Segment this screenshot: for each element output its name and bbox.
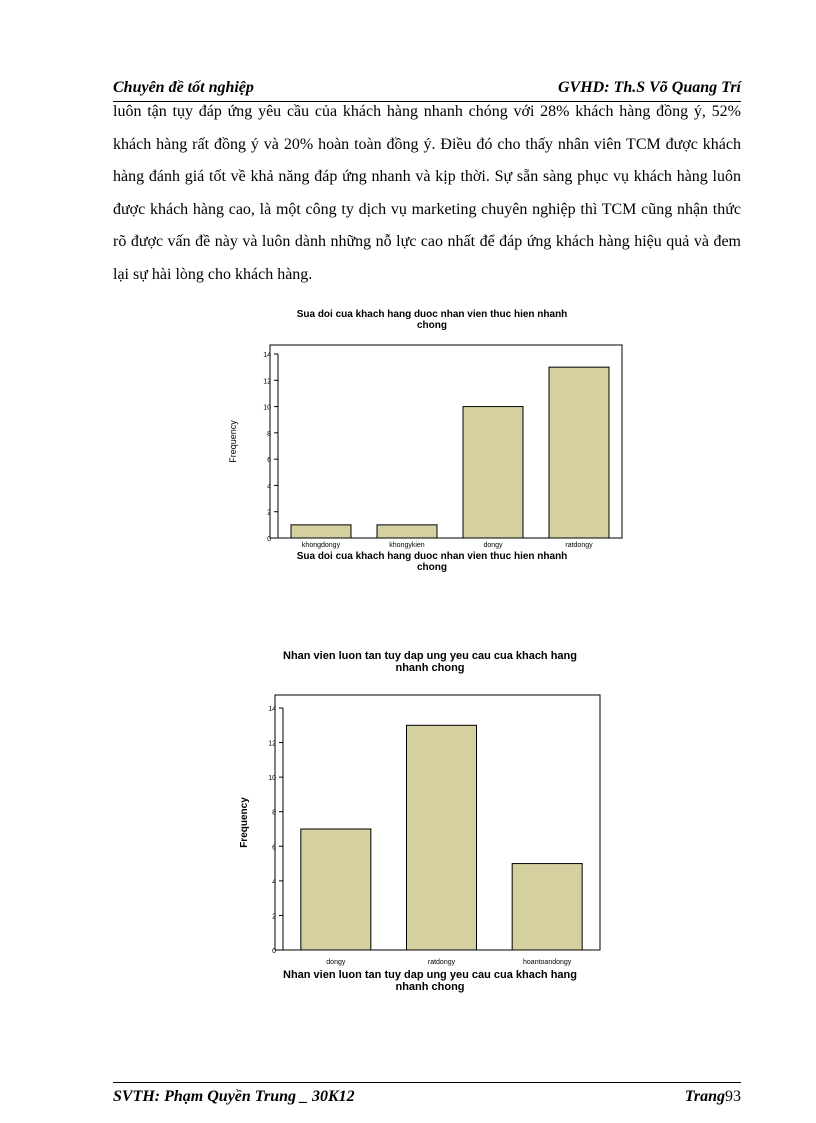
footer-student: SVTH: Phạm Quyền Trung _ 30K12 (113, 1088, 355, 1105)
chart2-bar (512, 864, 582, 950)
chart1-x-axis-label-line: Sua doi cua khach hang duoc nhan vien thuc hien nhanh (296, 551, 568, 562)
chart1-y-tick-label: 14 (263, 352, 271, 359)
body-paragraph: luôn tận tụy đáp ứng yêu cầu của khách hàng nhanh chóng với 28% khách hàng đồng ý, 52% khách hàng rất đồng ý và 20% hoàn toàn đồng ý. Điều đó cho thấy nhân viên TCM được khách hàng đánh giá tốt về khả năng đáp ứng nhanh và kịp thời. Sự sẵn sàng phục vụ khách hàng luôn được khách hàng cao, là một công ty dịch vụ marketing chuyên nghiệp thì TCM cũng nhận thức rõ được vấn đề này và luôn dành những nỗ lực cao nhất để đáp ứng khách hàng hiệu quả và đem lại sự hài lòng cho khách hàng. (113, 103, 741, 283)
chart2-x-tick-label: ratdongy (427, 959, 456, 966)
chart-staff-dedication-svg (220, 640, 640, 1000)
chart2-y-tick-label: 0 (272, 948, 276, 955)
page-footer (113, 1082, 741, 1111)
header-document-title: Chuyên đề tốt nghiệp (113, 79, 254, 96)
chart2-title-line: nhanh chong (395, 662, 465, 674)
chart1-y-tick-label: 2 (267, 509, 271, 517)
chart2-y-tick-label: 12 (268, 740, 276, 748)
chart1-y-tick-label: 6 (267, 457, 271, 465)
chart2-bar (301, 829, 371, 950)
chart2-bar (407, 725, 477, 950)
chart1-x-tick-label: dongy (483, 542, 503, 549)
chart2-y-tick-label: 2 (272, 913, 276, 921)
chart2-y-tick-label: 14 (268, 706, 276, 713)
chart2-x-tick-label: dongy (326, 959, 346, 966)
footer-page (685, 1088, 741, 1106)
footer-page-label: Trang (684, 1088, 725, 1105)
chart1-y-tick-label: 10 (263, 404, 271, 412)
chart2-title-line: Nhan vien luon tan tuy dap ung yeu cau cua khach hang (283, 650, 577, 662)
chart1-y-tick-label: 0 (267, 536, 271, 543)
body-text (113, 96, 741, 291)
chart2-x-tick-label: hoantoandongy (523, 959, 572, 966)
chart1-bar (463, 407, 523, 538)
chart1-y-tick-label: 4 (267, 483, 271, 491)
chart-response-speed (210, 300, 650, 580)
chart1-y-axis-label: Frequency (228, 420, 238, 463)
chart1-bar (291, 525, 351, 538)
chart2-y-tick-label: 6 (272, 844, 276, 852)
chart1-x-tick-label: khongdongy (301, 542, 341, 549)
chart2-y-tick-label: 10 (268, 775, 276, 783)
chart1-y-tick-label: 12 (263, 378, 271, 386)
chart2-x-axis-label-line: nhanh chong (395, 981, 465, 993)
chart1-title-line: chong (417, 320, 447, 331)
header-supervisor: GVHD: Th.S Võ Quang Trí (558, 79, 741, 96)
chart2-y-tick-label: 8 (272, 809, 276, 817)
chart1-bar (549, 367, 609, 538)
chart1-title-line: Sua doi cua khach hang duoc nhan vien thuc hien nhanh (296, 309, 568, 320)
chart-staff-dedication (220, 640, 640, 1000)
chart2-x-axis-label-line: Nhan vien luon tan tuy dap ung yeu cau cua khach hang (283, 969, 577, 981)
chart2-y-axis-label: Frequency (239, 797, 250, 848)
chart1-y-tick-label: 8 (267, 430, 271, 438)
chart-response-speed-svg (210, 300, 650, 580)
chart2-y-tick-label: 4 (272, 878, 276, 886)
chart1-bar (377, 525, 437, 538)
chart1-x-tick-label: khongykien (389, 542, 425, 549)
chart1-x-axis-label-line: chong (417, 562, 447, 573)
chart1-x-tick-label: ratdongy (565, 542, 593, 549)
footer-page-number: 93 (725, 1088, 741, 1105)
